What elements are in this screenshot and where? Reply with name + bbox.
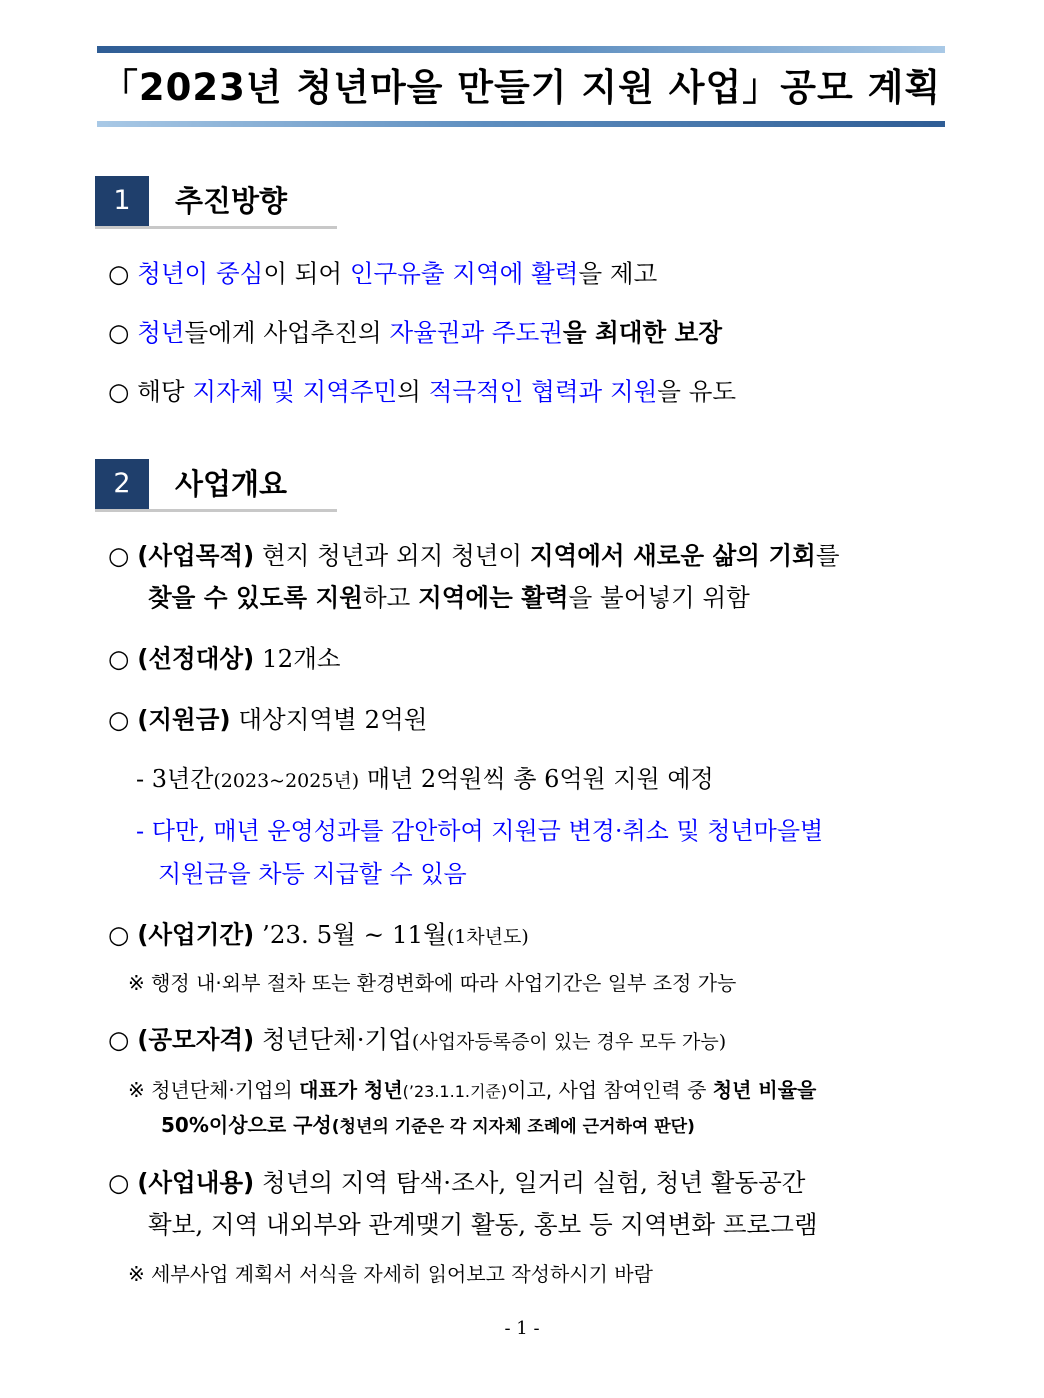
- title-top-rule: [97, 46, 945, 53]
- section-label: 사업개요: [175, 467, 288, 501]
- overview-purpose: ○ (사업목적) 현지 청년과 외지 청년이 지역에서 새로운 삶의 기회를: [108, 541, 840, 570]
- overview-content: ○ (사업내용) 청년의 지역 탐색·조사, 일거리 실험, 청년 활동공간: [108, 1168, 806, 1197]
- page-number: - 1 -: [504, 1318, 540, 1339]
- overview-content-cont: 확보, 지역 내외부와 관계맺기 활동, 홍보 등 지역변화 프로그램: [148, 1210, 818, 1239]
- overview-period: ○ (사업기간) ’23. 5월 ~ 11월(1차년도): [108, 920, 529, 949]
- section-number: 2: [95, 459, 149, 509]
- overview-eligibility: ○ (공모자격) 청년단체·기업(사업자등록증이 있는 경우 모두 가능): [108, 1025, 727, 1054]
- eligibility-note: ※ 청년단체·기업의 대표가 청년(’23.1.1.기준)이고, 사업 참여인력 중 청년 비율을: [128, 1078, 817, 1102]
- section-label: 추진방향: [175, 184, 288, 218]
- fund-sub-2-cont: 지원금을 차등 지급할 수 있음: [158, 860, 467, 888]
- section-header-2: [95, 459, 335, 509]
- bullet: ○: [108, 259, 130, 288]
- period-note: ※ 행정 내·외부 절차 또는 환경변화에 따라 사업기간은 일부 조정 가능: [128, 971, 737, 995]
- fund-sub-2: - 다만, 매년 운영성과를 감안하여 지원금 변경·취소 및 청년마을별: [136, 817, 824, 845]
- direction-item-2: ○ 청년들에게 사업추진의 자율권과 주도권을 최대한 보장: [108, 318, 722, 347]
- bullet: ○: [108, 644, 130, 673]
- overview-target: ○ (선정대상) 12개소: [108, 644, 341, 673]
- bullet: ○: [108, 318, 130, 347]
- bullet: ○: [108, 1025, 130, 1054]
- section-header-1: [95, 176, 335, 226]
- fund-sub-1: - 3년간(2023~2025년) 매년 2억원씩 총 6억원 지원 예정: [136, 765, 714, 793]
- bullet: ○: [108, 1168, 130, 1197]
- overview-fund: ○ (지원금) 대상지역별 2억원: [108, 705, 428, 734]
- bullet: ○: [108, 541, 130, 570]
- section-underline: [95, 226, 337, 229]
- content-note: ※ 세부사업 계획서 서식을 자세히 읽어보고 작성하시기 바람: [128, 1262, 653, 1286]
- eligibility-note-cont: 50%이상으로 구성(청년의 기준은 각 지자체 조례에 근거하여 판단): [161, 1113, 695, 1137]
- section-number: 1: [95, 176, 149, 226]
- direction-item-1: ○ 청년이 중심이 되어 인구유출 지역에 활력을 제고: [108, 259, 658, 288]
- title-bottom-rule: [97, 121, 945, 127]
- bullet: ○: [108, 705, 130, 734]
- section-underline: [95, 509, 337, 512]
- direction-item-3: ○ 해당 지자체 및 지역주민의 적극적인 협력과 지원을 유도: [108, 377, 737, 406]
- page-title: 「2023년 청년마을 만들기 지원 사업」공모 계획: [100, 66, 942, 109]
- bullet: ○: [108, 920, 130, 949]
- bullet: ○: [108, 377, 130, 406]
- overview-purpose-cont: 찾을 수 있도록 지원하고 지역에는 활력을 불어넣기 위함: [148, 583, 750, 612]
